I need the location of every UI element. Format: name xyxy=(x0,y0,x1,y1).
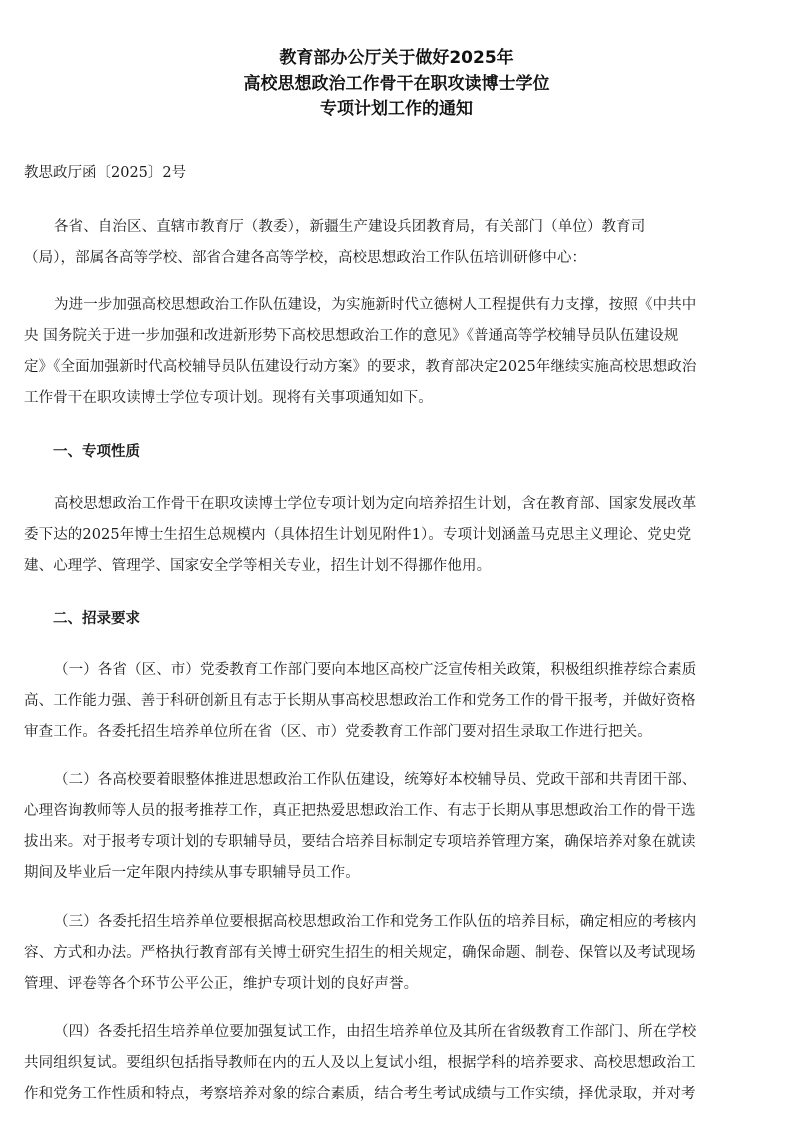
section-2-p3-line-1: （三）各委托招生培养单位要根据高校思想政治工作和党务工作队伍的培养目标，确定相应的考核内 xyxy=(54,914,697,930)
section-2-paragraph-2 xyxy=(24,765,769,889)
document-title-line-2: 高校思想政治工作骨干在职攻读博士学位 xyxy=(243,74,550,94)
section-2-heading: 二、招录要求 xyxy=(53,611,140,627)
intro-line-2: 央 国务院关于进一步加强和改进新形势下高校思想政治工作的意见》《普通高等学校辅导员队伍建设规 xyxy=(24,328,679,344)
section-1-line-3: 建、心理学、管理学、国家安全学等相关专业，招生计划不得挪作他用。 xyxy=(24,558,492,574)
section-2-p1-line-1: （一）各省（区、市）党委教育工作部门要向本地区高校广泛宣传相关政策，积极组织推荐综合素质 xyxy=(54,662,697,678)
addressee-line-2: （局），部属各高等学校、部省合建各高等学校，高校思想政治工作队伍培训研修中心： xyxy=(24,250,587,266)
document-title-line-1: 教育部办公厅关于做好2025年 xyxy=(279,48,514,68)
section-2-p1-line-3: 审查工作。各委托招生培养单位所在省（区、市）党委教育工作部门要对招生录取工作进行把关。 xyxy=(24,724,652,740)
intro-paragraph xyxy=(24,290,769,414)
section-2-p1-line-2: 高、工作能力强、善于科研创新且有志于长期从事高校思想政治工作和党务工作的骨干报考，并做好资格 xyxy=(24,693,696,709)
addressee-paragraph xyxy=(24,212,769,274)
section-1-line-2: 委下达的2025年博士生招生总规模内（具体招生计划见附件1）。专项计划涵盖马克思主义理论、党史党 xyxy=(24,527,692,543)
intro-line-1: 为进一步加强高校思想政治工作队伍建设，为实施新时代立德树人工程提供有力支撑，按照《中共中 xyxy=(54,297,697,313)
section-1-heading: 一、专项性质 xyxy=(53,444,140,460)
section-2-p2-line-2: 心理咨询教师等人员的报考推荐工作，真正把热爱思想政治工作、有志于长期从事思想政治工作的骨干选 xyxy=(24,803,696,819)
section-2-p2-line-4: 期间及毕业后一定年限内持续从事专职辅导员工作。 xyxy=(24,865,360,881)
section-1-line-1: 高校思想政治工作骨干在职攻读博士学位专项计划为定向培养招生计划，含在教育部、国家发展改革 xyxy=(54,496,697,512)
document-number: 教思政厅函〔2025〕2号 xyxy=(24,165,187,181)
addressee-line-1: 各省、自治区、直辖市教育厅（教委），新疆生产建设兵团教育局，有关部门（单位）教育司 xyxy=(54,219,646,235)
section-2-p4-line-2: 共同组织复试。要组织包括指导教师在内的五人及以上复试小组，根据学科的培养要求、高校思想政治工 xyxy=(24,1055,696,1071)
section-1-paragraph xyxy=(24,489,769,582)
section-2-p2-line-3: 拔出来。对于报考专项计划的专职辅导员，要结合培养目标制定专项培养管理方案，确保培养对象在就读 xyxy=(24,834,696,850)
section-2-paragraph-4 xyxy=(24,1017,769,1110)
section-2-paragraph-1 xyxy=(24,655,769,748)
section-2-p4-line-1: （四）各委托招生培养单位要加强复试工作，由招生培养单位及其所在省级教育工作部门、所在学校 xyxy=(54,1024,697,1040)
intro-line-4: 工作骨干在职攻读博士学位专项计划。现将有关事项通知如下。 xyxy=(24,390,433,406)
section-2-p2-line-1: （二）各高校要着眼整体推进思想政治工作队伍建设，统筹好本校辅导员、党政干部和共青团干部、 xyxy=(54,772,697,788)
section-2-p3-line-3: 管理、评卷等各个环节公平公正，维护专项计划的良好声誉。 xyxy=(24,976,419,992)
intro-line-3: 定》《全面加强新时代高校辅导员队伍建设行动方案》的要求，教育部决定2025年继续实施高校思想政治 xyxy=(24,359,697,375)
section-2-paragraph-3 xyxy=(24,907,769,1000)
section-2-p4-line-3: 作和党务工作性质和特点，考察培养对象的综合素质，结合考生考试成绩与工作实绩，择优录取，并对考 xyxy=(24,1086,696,1102)
document-title-line-3: 专项计划工作的通知 xyxy=(320,99,473,119)
section-2-p3-line-2: 容、方式和办法。严格执行教育部有关博士研究生招生的相关规定，确保命题、制卷、保管以及考试现场 xyxy=(24,945,696,961)
